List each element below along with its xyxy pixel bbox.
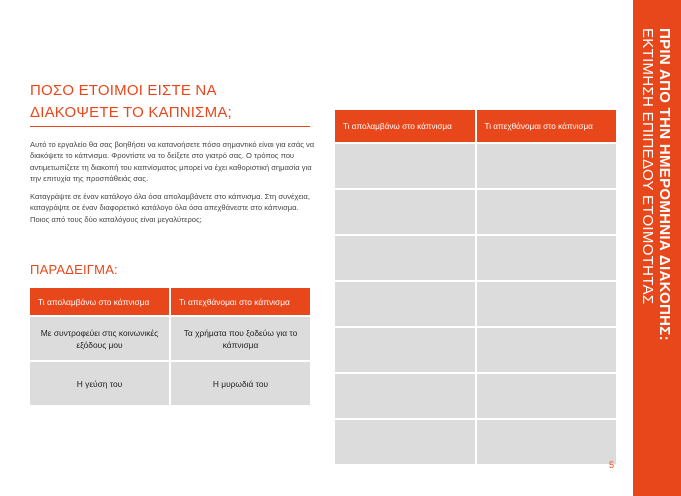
worksheet-table-header — [335, 110, 616, 142]
worksheet-cell-enjoy[interactable] — [335, 236, 475, 280]
worksheet-row — [335, 282, 616, 326]
worksheet-cell-enjoy[interactable] — [335, 282, 475, 326]
page-title-line-1: ΠΟΣΟ ΕΤΟΙΜΟΙ ΕΙΣΤΕ ΝΑ — [30, 82, 217, 99]
example-cell-enjoy: Η γεύση του — [30, 362, 169, 405]
example-table-row — [30, 362, 310, 405]
worksheet-cell-enjoy[interactable] — [335, 420, 475, 464]
page-number: 5 — [609, 460, 615, 470]
worksheet-cell-dislike[interactable] — [477, 236, 617, 280]
worksheet-row — [335, 236, 616, 280]
example-table-row — [30, 317, 310, 360]
worksheet-cell-enjoy[interactable] — [335, 374, 475, 418]
worksheet-cell-dislike[interactable] — [477, 282, 617, 326]
worksheet-cell-dislike[interactable] — [477, 374, 617, 418]
side-title-sub: ΕΚΤΙΜΗΣΗ ΕΠΙΠΕΔΟΥ ΕΤΟΙΜΟΤΗΤΑΣ — [639, 28, 656, 305]
page-title — [30, 80, 330, 124]
page-title-line-2: ΔΙΑΚΟΨΕΤΕ ΤΟ ΚΑΠΝΙΣΜΑ; — [30, 104, 232, 121]
example-cell-dislike: Τα χρήματα που ξοδεύω για το κάπνισμα — [171, 317, 310, 360]
worksheet-cell-enjoy[interactable] — [335, 190, 475, 234]
worksheet-cell-dislike[interactable] — [477, 144, 617, 188]
intro-paragraph: Αυτό το εργαλείο θα σας βοηθήσει να κατανοήσετε πόσο σημαντικό είναι για εσάς να διακόψετε το κάπνισμα. Φροντίστε να το δείξετε στο γιατρό σας. Ο τρόπος που αντιμετωπίζετε τη διακοπή του καπνίσματος μπορεί να έχει καθοριστική σημασία για την επιτυχία της προσπάθειάς σας. — [30, 140, 315, 184]
worksheet-table — [335, 110, 616, 464]
example-header-dislike: Τι απεχθάνομαι στο κάπνισμα — [169, 288, 310, 315]
worksheet-row — [335, 420, 616, 464]
worksheet-cell-enjoy[interactable] — [335, 328, 475, 372]
side-title-main: ΠΡΙΝ ΑΠΟ ΤΗΝ ΗΜΕΡΟΜΗΝΙΑ ΔΙΑΚΟΠΗΣ: — [656, 28, 673, 341]
worksheet-header-enjoy: Τι απολαμβάνω στο κάπνισμα — [335, 110, 475, 142]
worksheet-cell-dislike[interactable] — [477, 328, 617, 372]
example-header-enjoy: Τι απολαμβάνω στο κάπνισμα — [30, 288, 169, 315]
example-table — [30, 288, 310, 405]
worksheet-row — [335, 144, 616, 188]
worksheet-row — [335, 328, 616, 372]
example-heading: ΠΑΡΑΔΕΙΓΜΑ: — [30, 262, 118, 277]
worksheet-cell-enjoy[interactable] — [335, 144, 475, 188]
worksheet-cell-dislike[interactable] — [477, 420, 617, 464]
side-title-band — [633, 0, 681, 496]
example-cell-dislike: Η μυρωδιά του — [171, 362, 310, 405]
worksheet-cell-dislike[interactable] — [477, 190, 617, 234]
title-divider — [30, 126, 310, 127]
worksheet-header-dislike: Τι απεχθάνομαι στο κάπνισμα — [475, 110, 617, 142]
worksheet-row — [335, 374, 616, 418]
example-cell-enjoy: Με συντροφεύει στις κοινωνικές εξόδους μου — [30, 317, 169, 360]
side-title — [639, 28, 673, 341]
example-table-header — [30, 288, 310, 315]
worksheet-row — [335, 190, 616, 234]
instruction-paragraph: Καταγράψτε σε έναν κατάλογο όλα όσα απολαμβάνετε στο κάπνισμα. Στη συνέχεια, καταγράψτε σε έναν διαφορετικό κατάλογο όλα όσα απεχθάνεστε στο κάπνισμα. Ποιος από τους δύο καταλόγους είναι μεγαλύτερος; — [30, 192, 310, 224]
